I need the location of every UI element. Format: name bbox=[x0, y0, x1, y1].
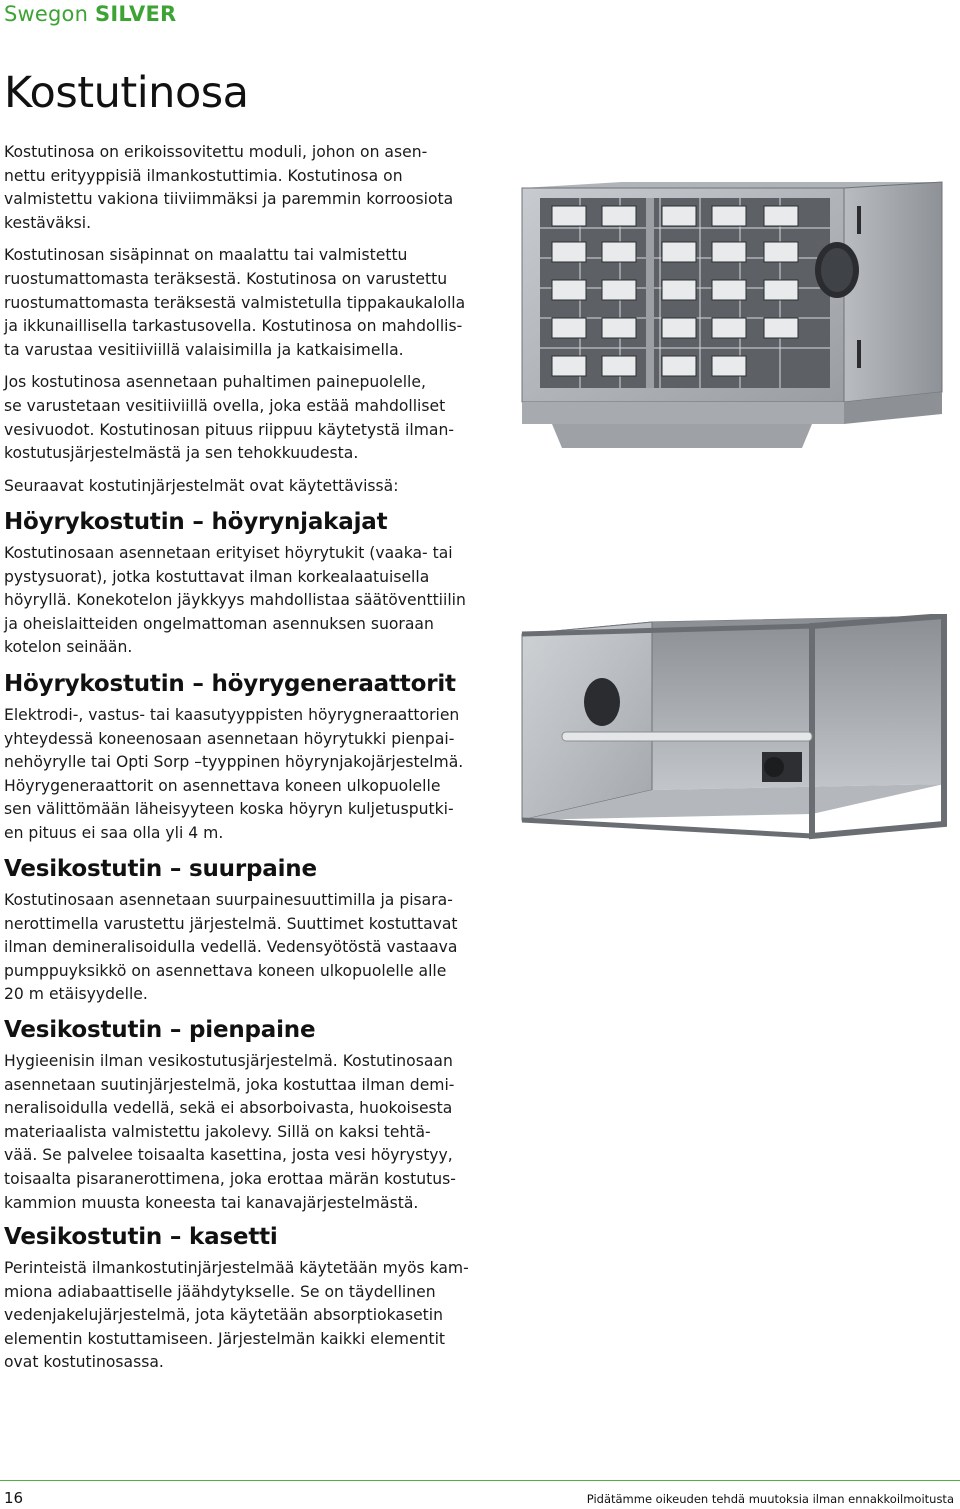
section-body: Elektrodi-, vastus- tai kaasutyyppisten höyrygneraattorien yhteydessä koneenosaan asennetaan höyrytukki pienpai- nehöyrylle tai Opti Sorp –tyyppinen höyrynjakojärjestelmä. Höyrygeneraattorit on asennettava koneen ulkopuolelle sen välittömään läheisyyteen koska höyryn kuljetusputki- en pituus ei saa olla yli 4 m. bbox=[4, 706, 464, 842]
section-heading: Vesikostutin – pienpaine bbox=[4, 1017, 316, 1043]
intro-paragraph: Kostutinosa on erikoissovitettu moduli, johon on asen- nettu erityyppisiä ilmankostuttimia. Kostutinosa on valmistettu vakiona tiiviimmäksi ja paremmin korroosiota kestäväksi. bbox=[4, 143, 454, 232]
section-high-pressure bbox=[4, 855, 474, 1016]
section-steam-generators bbox=[4, 670, 474, 855]
brand-logo bbox=[4, 2, 176, 26]
section-body: Hygieenisin ilman vesikostutusjärjestelmä. Kostutinosaan asennetaan suutinjärjestelmä, joka kostuttaa ilman demi- neralisoidulla vedellä, sekä ei absorboivasta, huokoisesta materiaalista valmistettu jakolevy. Sillä on kaksi tehtä- vää. Se palvelee toisaalta kasettina, josta vesi höyrystyy, toisaalta pisaranerottimena, joka erottaa märän kostutus- kammion muusta koneesta tai kanavajärjestelmästä. bbox=[4, 1052, 456, 1212]
section-cassette bbox=[4, 1223, 474, 1384]
section-heading: Vesikostutin – kasetti bbox=[4, 1224, 278, 1250]
intro-paragraph: Jos kostutinosa asennetaan puhaltimen painepuolelle, se varustetaan vesitiiviillä ovella, joka estää mahdolliset vesivuodot. Kostutinosan pituus riippuu käytetystä ilman- kostutusjärjestelmästä ja sen tehokkuudesta. bbox=[4, 373, 454, 463]
intro-text bbox=[4, 141, 470, 507]
page-number: 16 bbox=[4, 1489, 24, 1507]
section-low-pressure bbox=[4, 1016, 474, 1224]
section-body: Perinteistä ilmankostutinjärjestelmää käytetään myös kam- miona adiabaattiselle jäähdytykselle. Se on täydellinen vedenjakelujärjestelmä, jota käytetään absorptiokasetin elementin kostuttamiseen. Järjestelmän kaikki elementit ovat kostutinosassa. bbox=[4, 1259, 469, 1372]
footer-divider bbox=[0, 1480, 960, 1481]
intro-paragraph: Seuraavat kostutinjärjestelmät ovat käytettävissä: bbox=[4, 476, 399, 495]
section-body: Kostutinosaan asennetaan suurpainesuuttimilla ja pisara- nerottimella varustettu järjestelmä. Suuttimet kostuttavat ilman demineralisoidulla vedellä. Vedensyötöstä vastaava pumppuyksikkö on asennettava koneen ulkopuolelle alle 20 m etäisyydelle. bbox=[4, 891, 458, 1004]
page-title: Kostutinosa bbox=[4, 68, 249, 118]
section-body: Kostutinosaan asennetaan erityiset höyrytukit (vaaka- tai pystysuorat), jotka kostuttavat ilman korkealaatuisella höyryllä. Konekotelon jäykkyys mahdollistaa säätöventtiilin ja oheislaitteiden ongelmattoman asennuksen suoraan kotelon seinään. bbox=[4, 544, 466, 657]
section-steam-distributors bbox=[4, 508, 474, 669]
intro-paragraph: Kostutinosan sisäpinnat on maalattu tai valmistettu ruostumattomasta teräksestä. Kostutinosa on varustettu ruostumattomasta teräksestä valmistetulla tippakaukalolla ja ikkunaillisella tarkastusovella. Kostutinosa on mahdollis- ta varustaa vesitiiviillä valaisimilla ja katkaisimella. bbox=[4, 246, 466, 359]
humidifier-section-image bbox=[512, 614, 952, 840]
footer-disclaimer: Pidätämme oikeuden tehdä muutoksia ilman ennakkoilmoitusta bbox=[586, 1492, 954, 1506]
brand-suffix: SILVER bbox=[95, 2, 177, 26]
brand-prefix: Swegon bbox=[4, 2, 95, 26]
section-heading: Höyrykostutin – höyrynjakajat bbox=[4, 509, 388, 535]
humidifier-unit-image bbox=[512, 180, 952, 450]
section-heading: Höyrykostutin – höyrygeneraattorit bbox=[4, 671, 456, 697]
section-heading: Vesikostutin – suurpaine bbox=[4, 856, 317, 882]
